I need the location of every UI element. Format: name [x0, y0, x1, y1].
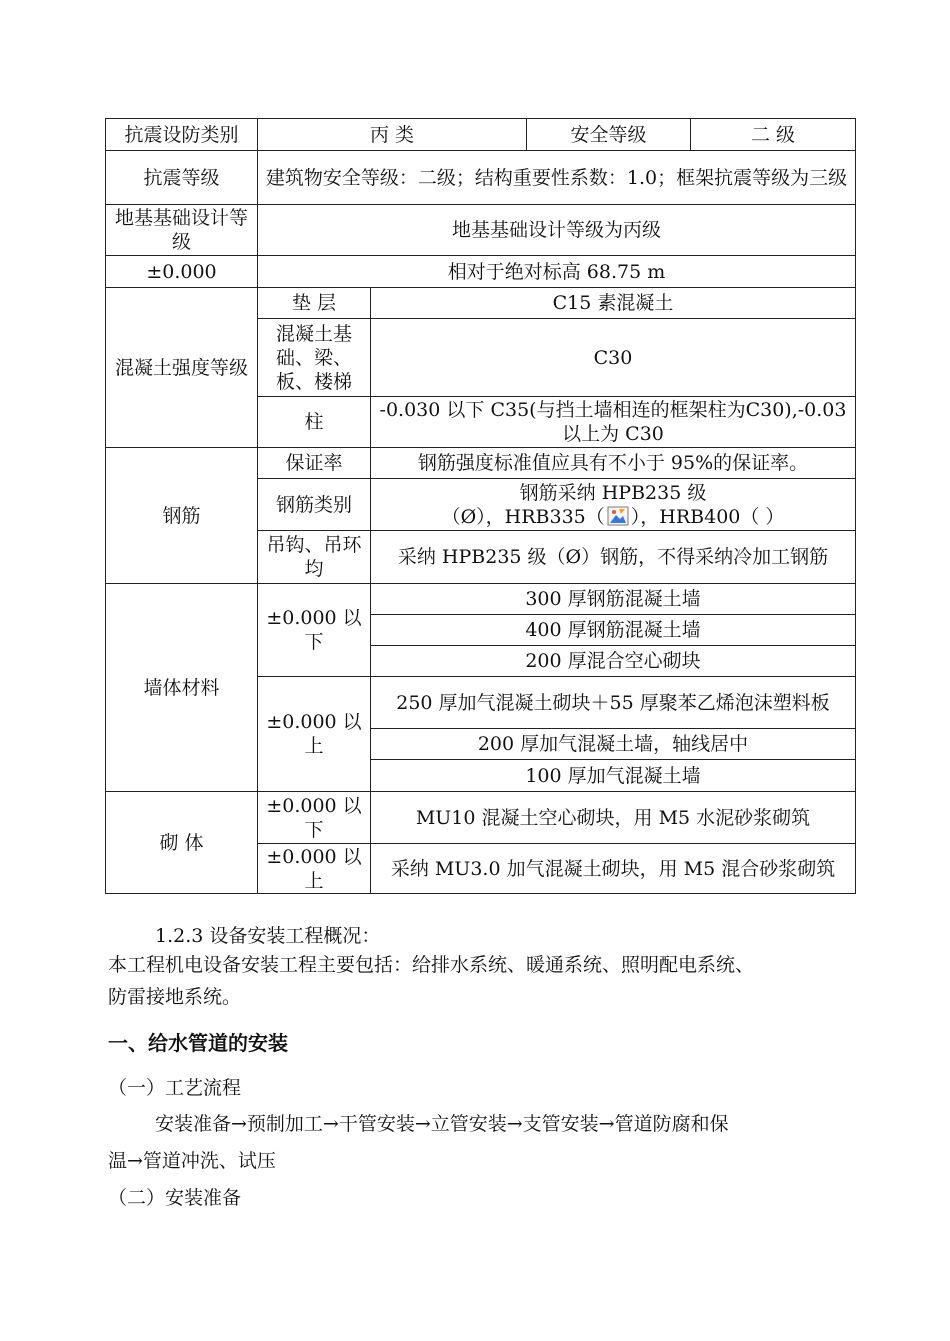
foundation-value: 地基基础设计等级为丙级 — [258, 205, 856, 256]
elevation-label: ±0.000 — [106, 256, 258, 288]
building-spec-table — [105, 118, 856, 894]
wall-below-label: ±0.000 以下 — [258, 584, 371, 677]
concrete-grade: C15 素混凝土 — [371, 288, 856, 319]
safety-grade-label: 安全等级 — [527, 119, 691, 151]
seismic-category-value: 丙 类 — [258, 119, 527, 151]
masonry-below-value: MU10 混凝土空心砌块，用 M5 水泥砂浆砌筑 — [371, 792, 856, 844]
subsection-title: （一）工艺流程 — [108, 1077, 242, 1099]
rebar-label: 钢筋 — [106, 448, 258, 584]
masonry-above-label: ±0.000 以上 — [258, 844, 371, 894]
seismic-category-label: 抗震设防类别 — [106, 119, 258, 151]
rebar-hook-value: 采纳 HPB235 级（Ø）钢筋，不得采纳冷加工钢筋 — [371, 531, 856, 584]
elevation-value: 相对于绝对标高 68.75 m — [258, 256, 856, 288]
wall-item: 400 厚钢筋混凝土墙 — [371, 615, 856, 646]
seismic-level-value: 建筑物安全等级：二级；结构重要性系数：1.0；框架抗震等级为三级 — [258, 151, 856, 205]
paragraph-line: 防雷接地系统。 — [108, 986, 242, 1008]
wall-item: 300 厚钢筋混凝土墙 — [371, 584, 856, 615]
paragraph-line: 安装准备→预制加工→干管安装→立管安装→支管安装→管道防腐和保 — [155, 1113, 729, 1135]
rebar-type-line2b: ），HRB400（ ） — [630, 505, 785, 528]
wall-item: 250 厚加气混凝土砌块＋55 厚聚苯乙烯泡沫塑料板 — [371, 677, 856, 729]
concrete-part: 柱 — [258, 397, 371, 448]
wall-label: 墙体材料 — [106, 584, 258, 792]
concrete-part: 垫 层 — [258, 288, 371, 319]
masonry-below-label: ±0.000 以下 — [258, 792, 371, 844]
masonry-above-value: 采纳 MU3.0 加气混凝土砌块，用 M5 混合砂浆砌筑 — [371, 844, 856, 894]
subsection-title: （二）安装准备 — [108, 1187, 242, 1209]
foundation-label: 地基基础设计等级 — [106, 205, 258, 256]
concrete-grade: C30 — [371, 319, 856, 397]
wall-item: 200 厚混合空心砌块 — [371, 646, 856, 677]
paragraph-line: 本工程机电设备安装工程主要包括：给排水系统、暖通系统、照明配电系统、 — [108, 954, 755, 976]
concrete-grade: -0.030 以下 C35(与挡土墙相连的框架柱为C30),-0.03 以上为 C30 — [371, 397, 856, 448]
rebar-guarantee-label: 保证率 — [258, 448, 371, 479]
rebar-type-value — [371, 479, 856, 531]
rebar-type-label: 钢筋类别 — [258, 479, 371, 531]
wall-item: 100 厚加气混凝土墙 — [371, 760, 856, 792]
rebar-type-line1: 钢筋采纳 HPB235 级 — [519, 481, 707, 504]
rebar-hook-label: 吊钩、吊环均 — [258, 531, 371, 584]
safety-grade-value: 二 级 — [691, 119, 856, 151]
wall-above-label: ±0.000 以上 — [258, 677, 371, 792]
rebar-type-line2a: （Ø），HRB335（ — [441, 505, 605, 528]
section-heading: 一、给水管道的安装 — [108, 1031, 288, 1055]
concrete-part: 混凝土基础、梁、板、楼梯 — [258, 319, 371, 397]
section-title: 1.2.3 设备安装工程概况： — [155, 925, 381, 947]
masonry-label: 砌 体 — [106, 792, 258, 894]
paragraph-line: 温→管道冲洗、试压 — [108, 1150, 276, 1172]
broken-image-icon — [607, 506, 629, 526]
wall-item: 200 厚加气混凝土墙，轴线居中 — [371, 729, 856, 760]
concrete-label: 混凝土强度等级 — [106, 288, 258, 448]
rebar-type-line2 — [374, 505, 852, 529]
rebar-guarantee-value: 钢筋强度标准值应具有不小于 95%的保证率。 — [371, 448, 856, 479]
seismic-level-label: 抗震等级 — [106, 151, 258, 205]
